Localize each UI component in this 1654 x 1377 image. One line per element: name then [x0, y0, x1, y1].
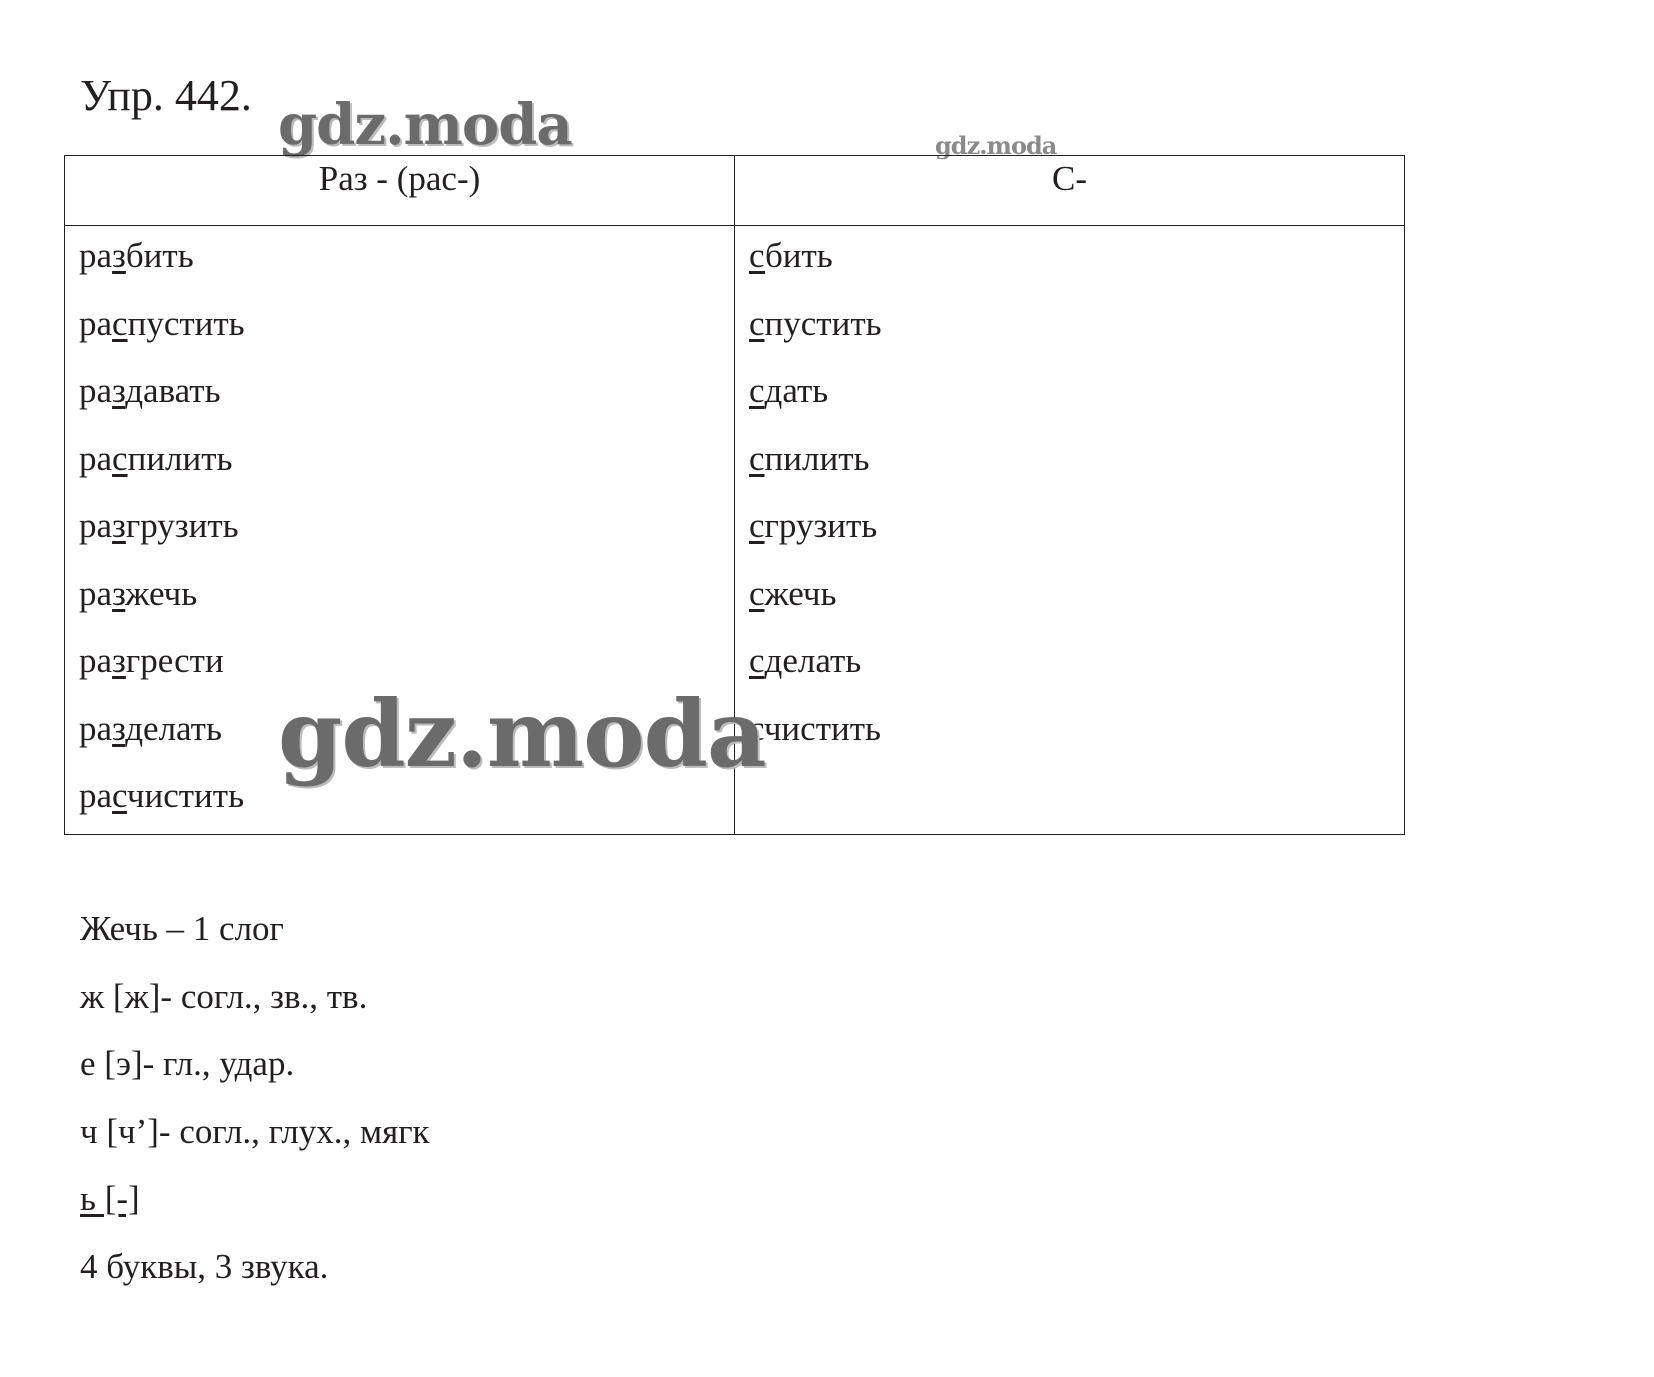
word-item: расчистить — [79, 776, 245, 815]
analysis-line: Жечь – 1 слог — [80, 909, 284, 948]
word-item: разделать — [79, 708, 222, 748]
word-item: сгрузить — [749, 506, 878, 545]
analysis-line: ж [ж]- согл., зв., тв. — [80, 976, 368, 1016]
header-rule — [65, 225, 1404, 226]
word-item: сдать — [749, 371, 829, 410]
watermark-small: gdz.moda — [935, 131, 1057, 160]
analysis-line: ь [-] — [80, 1179, 140, 1218]
word-item: распилить — [79, 438, 233, 478]
analysis-line: ч [ч’]- согл., глух., мягк — [80, 1111, 430, 1151]
word-item: разбить — [79, 236, 194, 275]
word-item: спилить — [749, 438, 870, 478]
exercise-title: Упр. 442. — [80, 71, 252, 120]
word-item: разгрести — [79, 641, 224, 680]
word-item: разжечь — [79, 573, 198, 613]
word-item: сделать — [749, 641, 862, 680]
word-item: сбить — [749, 236, 833, 275]
analysis-line: 4 буквы, 3 звука. — [80, 1246, 329, 1286]
word-item: распустить — [79, 303, 245, 343]
word-item: сжечь — [749, 573, 837, 613]
analysis-line: е [э]- гл., удар. — [80, 1044, 295, 1083]
watermark-logo-large: gdz.moda — [278, 680, 766, 788]
raz-word-list — [79, 222, 245, 830]
s-word-list — [749, 222, 882, 762]
word-item: счистить — [749, 708, 881, 748]
word-item: спустить — [749, 303, 882, 343]
header-s: С- — [1052, 159, 1087, 198]
word-item: разгрузить — [79, 506, 239, 545]
watermark-logo: gdz.moda — [278, 92, 572, 158]
phonetic-analysis — [80, 895, 430, 1300]
word-item: раздавать — [79, 371, 221, 410]
header-raz-ras: Раз - (рас-) — [318, 159, 481, 198]
